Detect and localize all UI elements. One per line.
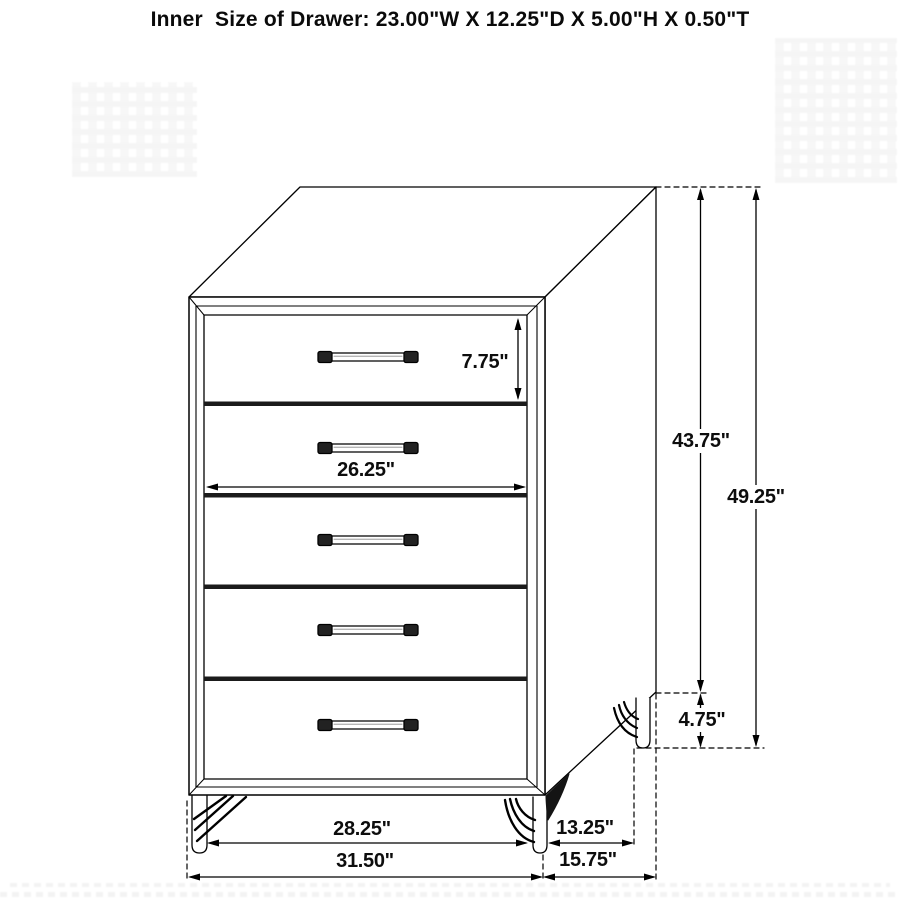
dim-label-overall-depth: 15.75" bbox=[559, 849, 617, 871]
diagram-title: Inner Size of Drawer: 23.00"W X 12.25"D X 5.00"H X 0.50"T bbox=[150, 8, 750, 31]
dim-label-drawer-front-height: 7.75" bbox=[461, 351, 509, 373]
drawer-4-handle bbox=[318, 625, 418, 636]
dim-arrow-overall-height bbox=[753, 188, 760, 747]
drawer-2-handle bbox=[318, 443, 418, 454]
dim-label-leg-span-depth: 13.25" bbox=[556, 817, 614, 839]
dim-arrow-leg-span-width bbox=[207, 840, 528, 847]
dim-label-overall-height: 49.25" bbox=[723, 485, 789, 509]
dim-arrow-leg-span-depth bbox=[548, 840, 634, 847]
dim-label-leg-height: 4.75" bbox=[675, 708, 730, 732]
dim-label-leg-span-width: 28.25" bbox=[333, 818, 391, 840]
dim-arrow-overall-width bbox=[188, 874, 543, 881]
dim-label-case-height: 43.75" bbox=[668, 429, 734, 453]
drawer-1-handle bbox=[318, 352, 418, 363]
drawer-5-handle bbox=[318, 720, 418, 731]
dim-label-overall-width: 31.50" bbox=[336, 850, 394, 872]
dim-label-drawer-row-width: 26.25" bbox=[337, 459, 395, 481]
drawer-3-handle bbox=[318, 535, 418, 546]
dim-arrow-overall-depth bbox=[543, 874, 656, 881]
